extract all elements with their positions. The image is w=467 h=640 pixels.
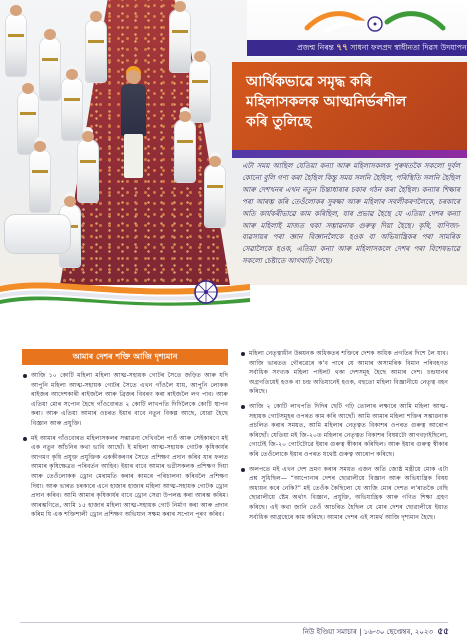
bullet-paragraph: মই আমাৰ গাঁওবোৰত মহিলাসকলৰ সম্ভাৱনা দেখিবলৈ পাওঁ আৰু সেইকাৰণে মই এক নতুন আঁচনিৰ কথা ভাবি আছোঁ। ই মহিলা আত্ম-সহায়ক গোটক কৃষিকাৰ্যৰ আগমণ কৃষি প্ৰযুক্ত প্ৰযুক্তিক এককীকৰণৰ সৈতে প্ৰশিক্ষণ প্ৰদান কৰিব যাৰ ফলত আমাৰ কৃষিক্ষেত্ৰত পৰিবৰ্তন আহিব। ইয়াৰ বাবে আমাৰ ভগ্নীসকলক প্ৰশিক্ষণ দিয়া আৰু তেওঁলোকক ড্ৰোন মেৰামতি কৰাৰ কামৰে পৰিচালনা কৰিবলৈ প্ৰশিক্ষণ দিয়া। আৰু ভাৰত চৰকাৰে এনে হাজাৰ হাজাৰ মহিলা আত্ম-সহায়ক গোটক ড্ৰোন প্ৰদান কৰিব। আমি আমাৰ কৃষিকাৰ্যৰ বাবে ড্ৰোন সেৱা উপলব্ধ কৰা আৰম্ভ কৰিম। আৰম্ভণিতে, আমি ১৫ হাজাৰ মহিলা আত্ম-সহায়ক গোট নিৰ্মাণ কৰা আৰু প্ৰদান কৰিম যি এক শক্তিশালী ড্ৰোন প্ৰশিক্ষণ অভিযান সক্ষম কৰাৰ সপোন পূৰণ কৰিব।	[22, 434, 228, 520]
independence-day-logo	[295, 6, 455, 40]
guard-figure	[62, 78, 82, 140]
banner-strip	[247, 40, 467, 56]
left-column	[22, 349, 228, 525]
publication-name: নিউ ইণ্ডিয়া সমাচাৰ	[302, 628, 357, 636]
guard-figure	[6, 14, 26, 76]
footer-separator: |	[359, 628, 362, 636]
title-line-2: মহিলাসকলক আত্মনিৰ্ভৰশীল	[246, 94, 407, 110]
article-title	[246, 72, 457, 132]
article-title-block	[232, 62, 467, 150]
ashoka-chakra-icon	[195, 281, 217, 303]
guard-figure	[78, 140, 98, 202]
right-column	[240, 349, 448, 527]
banner-tagline-number: ৭৭	[336, 43, 348, 53]
bullet-paragraph: অলপতে মই এখন দেশ ভ্ৰমণ কৰাৰ সময়ত এজন অতি জ্যেষ্ঠ মন্ত্ৰীয়ে মোক এটা প্ৰশ্ন সুধিছিল— “আপোনাৰ দেশৰ ছোৱালীয়ে বিজ্ঞান আৰু অভিযান্ত্ৰিক বিষয় অধ্যয়ন কৰে নেকি?” মই তেওঁক কৈছিলো যে আজি মোৰ দেশত ল’ৰাতকৈ বেছি ছোৱালীয়ে ষ্টেম অৰ্থাৎ বিজ্ঞান, প্ৰযুক্তি, অভিযান্ত্ৰিক আৰু গণিত শিক্ষা গ্ৰহণ কৰিছে। এই কথা জানি তেওঁ আচৰিত হৈছিল যে মোৰ দেশৰ ছোৱালীয়ে ইয়াত সৰ্বাধিক আগ্ৰহেৰে কাম কৰিছে। আমাৰ দেশৰ এই সামৰ্থ আজি দৃশ্যমান হৈছে।	[240, 465, 448, 523]
bullet-paragraph: আজি ২ কোটি লাখপতি দিদিৰ ছেটি গঢ়ি তোলাৰ লক্ষ্যৰে আমি মহিলা আত্ম-সহায়ক গোটসমূহৰ ওপৰত কাম কৰি আছোঁ। আমি আমাৰ মহিলা শক্তিৰ সম্ভাৱনাক প্ৰচলিত কৰাৰ সময়ত, আমি মহিলাৰ নেতৃত্বত বিকাশৰ ওপৰত গুৰুত্ব আৰোপ কৰিছোঁ। যেতিয়া মই জি-২০ত মহিলাৰ নেতৃত্বত বিকাশৰ বিষয়টো আগবঢ়াইছিলো, গোটেই জি-২০ গোটটোৱে ইয়াৰ গুৰুত্ব স্বীকাৰ কৰিছিল। আৰু ইয়াৰ গুৰুত্ব স্বীকাৰ কৰি তেওঁলোকে ইয়াৰ ওপৰত যথেষ্ট গুৰুত্ব আৰোপ কৰিছে।	[240, 402, 448, 460]
guard-figure	[190, 60, 210, 122]
section-heading: আমাৰ দেশৰ শক্তি আজি দৃশ্যমান	[22, 349, 228, 365]
tricolor-wave-decoration	[0, 272, 250, 312]
title-line-1: আৰ্থিকভাৱে সমৃদ্ধ কৰি	[246, 74, 372, 90]
guard-figure	[175, 120, 195, 182]
title-line-3: কৰি তুলিছে	[246, 114, 312, 130]
banner-tagline-prefix: প্ৰজন্ম নিৰন্ত	[297, 43, 334, 52]
guard-figure	[205, 165, 225, 227]
title-accent-bar	[232, 150, 467, 158]
guard-figure	[86, 20, 106, 82]
footer-publication	[303, 626, 433, 638]
page-footer	[0, 618, 467, 640]
issue-date: ১৬-৩০ ছেপ্তেম্বৰ, ২০২৩	[363, 628, 433, 636]
intro-paragraph: এটা সময় আছিল যেতিয়া কন্যা আৰু মহিলাসকলক পুৰুষতকৈ সকলো দুৰ্বল কোনো বুলি গণ্য কৰা হৈছিল কিন্তু সময় সলনি হৈছিল, পৰিস্থিতি সলনি হৈছিল আৰু দেশখনৰ এখন নতুন চিন্তাধাৰাৰ চকাৰ গঠন কৰা হৈছিল। কন্যাৰ শিক্ষাৰ পৰা আৰম্ভ কৰি তেওঁলোকৰ সুৰক্ষা আৰু মহিলাৰ সবলীকৰণলৈকে, চৰকাৰে অতি কাৰ্যকৰীভাৱে কাম কৰিছিল, যাৰ প্ৰভাৱ হৈছে যে এতিয়া দেশৰ কন্যা আৰু মহিলাই মাজত থকা সম্ভাৱনাক গুৰুত্ব দিয়া হৈছে। কৃষি, বাণিজ্য-ব্যৱসায়ৰ পৰা জ্ঞান বিজ্ঞানলৈকে হওক বা অভিযান্ত্ৰিকৰ পৰা সামৰিক সেৱালৈকে হওক, এতিয়া কন্যা আৰু মহিলাসকলে দেশৰ পৰা বিশেষভাৱে সকলো চেষ্টাতে আগবাঢ়ি গৈছে।	[242, 161, 460, 266]
guard-figure	[40, 38, 60, 100]
bullet-paragraph: মহিলা নেতৃত্বাধীন উন্নয়নক অধিকতৰ শক্তিৰে দেশক অধিক প্ৰগতিৰ দিশে লৈ যাব। আজি ভাৰতত গৌৰৱেৰে ক’ব পাৰে যে আমাৰ অসামৰিক বিমান পৰিবহণত সৰ্বাধিক সংখ্যক মহিলা পাইলট থকা দেশসমূহ হৈছে আমাৰ দেশ। চন্দ্ৰযানৰ অগ্ৰগতিয়েই হওক বা চন্দ্ৰ অভিযানেই হওক, বহুতো মহিলা বিজ্ঞানীয়ে নেতৃত্ব বহন কৰিছে।	[240, 349, 448, 397]
page-number: ৫৫	[437, 627, 449, 637]
footer-divider	[20, 622, 448, 623]
bullet-paragraph: আজি ১০ কোটি মহিলা মহিলা আত্ম-সহায়ক গোটৰ সৈতে জড়িত আৰু যদি আপুনি মহিলা আত্ম-সহায়ক গোটৰ সৈতে এখন গাঁওলৈ যায়, আপুনি লোকক ৰাইজৰ আদেশকাৰী ৰাইজলৈ আৰু ব্ৰিজৰ বিবৰণ কৰা ৰাইজলৈ লগ পাব। আৰু এতিয়া মোৰ সপোন হৈছে গাঁওবোৰত ২ কোটি লাখপতি দিদিলৈকে কোটি স্থাপন কৰা। আৰু এতিয়া আমাৰ ওচৰত ইয়াৰ বাবে নতুন বিকল্প আছে, যোৱা হৈছে বিজ্ঞান আৰু প্ৰযুক্তি।	[22, 371, 228, 429]
kneeling-figure	[5, 215, 70, 253]
guard-figure	[30, 150, 50, 212]
banner-tagline-suffix: সাধনা ফলপ্ৰদ স্বাধীনতা দিৱস উদযাপন	[350, 43, 467, 52]
guard-figure	[170, 10, 190, 72]
leader-figure	[118, 70, 148, 180]
